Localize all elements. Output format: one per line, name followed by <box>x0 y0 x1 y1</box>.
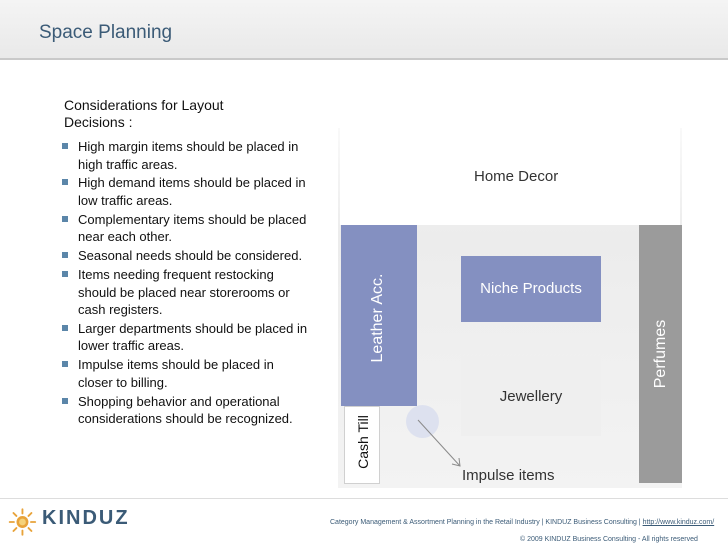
cash-till-label: Cash Till <box>355 415 371 469</box>
bullet-icon <box>62 325 68 331</box>
list-item <box>62 138 312 173</box>
home-decor-label: Home Decor <box>474 168 559 185</box>
bullet-icon <box>62 179 68 185</box>
considerations-heading-line1: Considerations for Layout <box>64 97 224 113</box>
page-title: Space Planning <box>39 22 173 43</box>
list-item <box>62 211 312 246</box>
list-item-text: Shopping behavior and operational considerations should be recognized. <box>78 393 293 427</box>
sun-icon <box>8 505 42 539</box>
bullet-icon <box>62 361 68 367</box>
jewellery-label: Jewellery <box>499 388 563 405</box>
list-item-text: Items needing frequent restocking should be placed near storerooms or cash registers. <box>78 267 290 318</box>
bullet-icon <box>62 143 68 149</box>
considerations-heading <box>64 97 314 131</box>
list-item <box>62 174 312 209</box>
bullet-icon <box>62 398 68 404</box>
list-item-text: Larger departments should be placed in lower traffic areas. <box>78 320 308 354</box>
impulse-items-label: Impulse items <box>462 467 555 484</box>
list-item <box>62 393 312 428</box>
list-item <box>62 266 312 319</box>
considerations-list <box>62 138 312 429</box>
list-item-text: Seasonal needs should be considered. <box>78 248 303 264</box>
logo-text: KINDUZ <box>42 507 130 529</box>
list-item-text: Complementary items should be placed near each other. <box>78 211 307 245</box>
perfumes-label: Perfumes <box>652 319 669 389</box>
list-item <box>62 356 312 391</box>
footer-caption <box>330 519 726 526</box>
list-item-text: High demand items should be placed in low traffic areas. <box>78 175 306 208</box>
header-divider <box>0 58 728 60</box>
list-item-text: High margin items should be placed in high traffic areas. <box>78 139 299 172</box>
leather-acc-label: Leather Acc. <box>369 273 386 363</box>
footer-caption-text: Category Management & Assortment Planning in the Retail Industry | KINDUZ Business Consulting | <box>330 519 643 526</box>
niche-products-label: Niche Products <box>480 280 582 297</box>
bullet-icon <box>62 216 68 222</box>
footer-copyright: © 2009 KINDUZ Business Consulting - All rights reserved <box>520 536 698 543</box>
list-item-text: Impulse items should be placed in closer to billing. <box>78 357 274 390</box>
considerations-heading-line2: Decisions : <box>64 114 133 130</box>
bullet-icon <box>62 271 68 277</box>
arrow-icon <box>416 418 466 473</box>
bullet-icon <box>62 252 68 258</box>
list-item <box>62 247 312 265</box>
footer-divider <box>0 498 728 499</box>
list-item <box>62 320 312 355</box>
footer-link[interactable]: http://www.kinduz.com/ <box>642 519 715 526</box>
